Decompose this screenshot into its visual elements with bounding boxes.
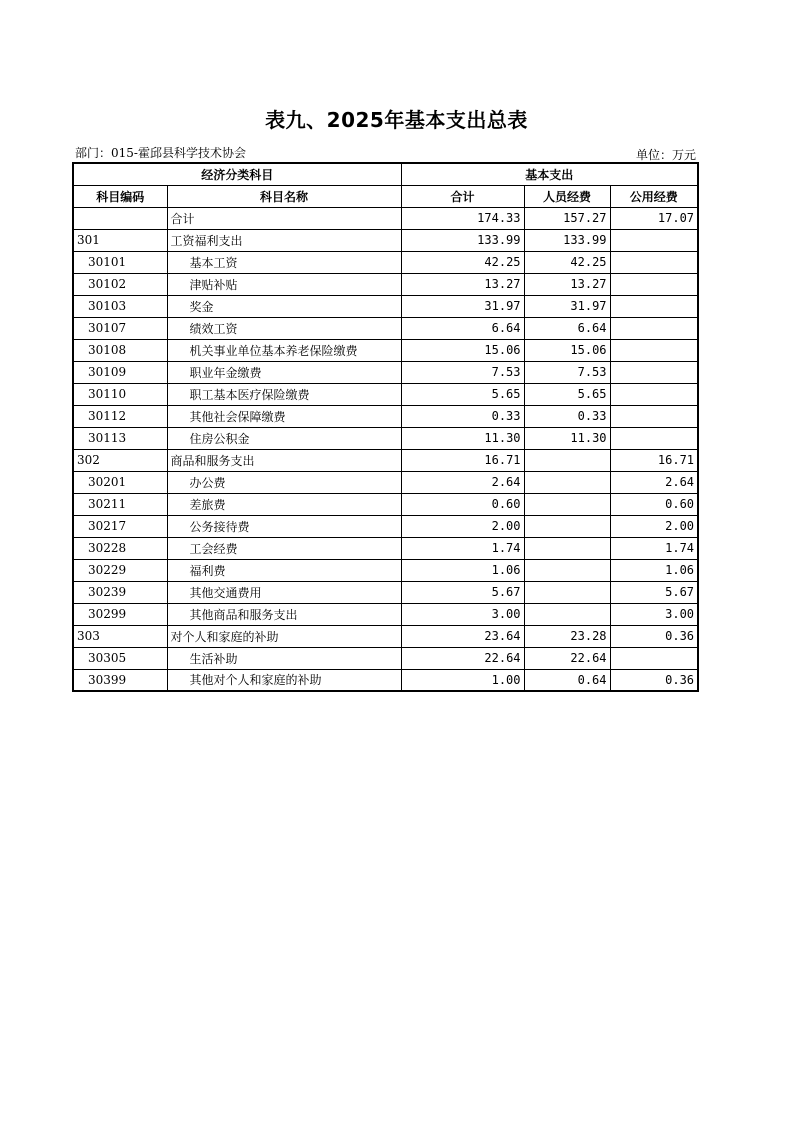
cell-code: 30110 [73, 383, 167, 405]
cell-personnel [524, 515, 610, 537]
cell-code: 303 [73, 625, 167, 647]
cell-total: 1.00 [401, 669, 524, 691]
cell-code: 30229 [73, 559, 167, 581]
cell-code: 30201 [73, 471, 167, 493]
header-code: 科目编码 [73, 185, 167, 207]
cell-total: 0.60 [401, 493, 524, 515]
department-label: 部门：015-霍邱县科学技术协会 [75, 146, 246, 160]
cell-code: 30399 [73, 669, 167, 691]
cell-personnel: 133.99 [524, 229, 610, 251]
cell-public: 17.07 [610, 207, 698, 229]
cell-total: 0.33 [401, 405, 524, 427]
cell-code: 30101 [73, 251, 167, 273]
table-row [73, 339, 698, 361]
cell-personnel: 42.25 [524, 251, 610, 273]
cell-name: 工资福利支出 [167, 229, 401, 251]
cell-personnel: 23.28 [524, 625, 610, 647]
cell-name: 公务接待费 [167, 515, 401, 537]
cell-public: 1.06 [610, 559, 698, 581]
cell-total: 16.71 [401, 449, 524, 471]
cell-name: 津贴补贴 [167, 273, 401, 295]
expenditure-table [72, 162, 699, 692]
cell-personnel: 0.64 [524, 669, 610, 691]
cell-name: 差旅费 [167, 493, 401, 515]
cell-code: 30228 [73, 537, 167, 559]
cell-public: 2.64 [610, 471, 698, 493]
cell-name: 其他对个人和家庭的补助 [167, 669, 401, 691]
cell-personnel [524, 559, 610, 581]
cell-total: 11.30 [401, 427, 524, 449]
cell-total: 2.64 [401, 471, 524, 493]
cell-personnel: 15.06 [524, 339, 610, 361]
cell-public: 2.00 [610, 515, 698, 537]
table-row [73, 581, 698, 603]
cell-public: 1.74 [610, 537, 698, 559]
cell-name: 其他社会保障缴费 [167, 405, 401, 427]
table-row [73, 427, 698, 449]
header-group-economic-classification: 经济分类科目 [73, 163, 401, 185]
cell-public: 0.36 [610, 669, 698, 691]
cell-public [610, 251, 698, 273]
header-total: 合计 [401, 185, 524, 207]
cell-personnel: 0.33 [524, 405, 610, 427]
cell-personnel: 5.65 [524, 383, 610, 405]
table-row [73, 471, 698, 493]
table-row [73, 361, 698, 383]
cell-public: 5.67 [610, 581, 698, 603]
cell-public [610, 317, 698, 339]
header-personnel: 人员经费 [524, 185, 610, 207]
cell-total: 1.06 [401, 559, 524, 581]
cell-code: 30103 [73, 295, 167, 317]
cell-public [610, 229, 698, 251]
table-row [73, 515, 698, 537]
cell-code: 30112 [73, 405, 167, 427]
cell-code [73, 207, 167, 229]
table-row [73, 559, 698, 581]
cell-personnel [524, 449, 610, 471]
table-row [73, 295, 698, 317]
cell-code: 30211 [73, 493, 167, 515]
cell-name: 绩效工资 [167, 317, 401, 339]
cell-total: 22.64 [401, 647, 524, 669]
cell-name: 机关事业单位基本养老保险缴费 [167, 339, 401, 361]
cell-name: 办公费 [167, 471, 401, 493]
cell-code: 30217 [73, 515, 167, 537]
cell-total: 42.25 [401, 251, 524, 273]
cell-code: 30107 [73, 317, 167, 339]
cell-personnel [524, 603, 610, 625]
cell-personnel: 11.30 [524, 427, 610, 449]
cell-name: 福利费 [167, 559, 401, 581]
table-row [73, 317, 698, 339]
header-group-basic-expenditure: 基本支出 [401, 163, 698, 185]
cell-name: 奖金 [167, 295, 401, 317]
cell-personnel: 13.27 [524, 273, 610, 295]
table-row [73, 449, 698, 471]
table-row [73, 229, 698, 251]
unit-label: 单位：万元 [635, 148, 696, 162]
cell-name: 其他交通费用 [167, 581, 401, 603]
cell-personnel: 22.64 [524, 647, 610, 669]
cell-code: 30109 [73, 361, 167, 383]
cell-personnel [524, 471, 610, 493]
cell-name: 住房公积金 [167, 427, 401, 449]
cell-total: 13.27 [401, 273, 524, 295]
cell-personnel: 157.27 [524, 207, 610, 229]
cell-total: 133.99 [401, 229, 524, 251]
table-row [73, 383, 698, 405]
table-row [73, 493, 698, 515]
cell-public [610, 647, 698, 669]
table-row [73, 273, 698, 295]
cell-personnel: 6.64 [524, 317, 610, 339]
cell-name: 工会经费 [167, 537, 401, 559]
cell-name: 其他商品和服务支出 [167, 603, 401, 625]
table-row [73, 603, 698, 625]
table-body [73, 207, 698, 691]
cell-code: 302 [73, 449, 167, 471]
cell-code: 301 [73, 229, 167, 251]
cell-public [610, 339, 698, 361]
table-row [73, 405, 698, 427]
cell-name: 职工基本医疗保险缴费 [167, 383, 401, 405]
cell-personnel [524, 581, 610, 603]
cell-name: 合计 [167, 207, 401, 229]
cell-personnel [524, 493, 610, 515]
cell-name: 基本工资 [167, 251, 401, 273]
table-row [73, 207, 698, 229]
cell-public [610, 405, 698, 427]
cell-total: 1.74 [401, 537, 524, 559]
table-row [73, 669, 698, 691]
table-row [73, 625, 698, 647]
cell-total: 174.33 [401, 207, 524, 229]
page-title: 表九、2025年基本支出总表 [265, 108, 528, 132]
cell-total: 5.67 [401, 581, 524, 603]
cell-public [610, 383, 698, 405]
cell-total: 31.97 [401, 295, 524, 317]
cell-name: 对个人和家庭的补助 [167, 625, 401, 647]
cell-total: 2.00 [401, 515, 524, 537]
cell-code: 30108 [73, 339, 167, 361]
cell-code: 30102 [73, 273, 167, 295]
cell-name: 职业年金缴费 [167, 361, 401, 383]
cell-total: 5.65 [401, 383, 524, 405]
cell-personnel: 7.53 [524, 361, 610, 383]
cell-personnel: 31.97 [524, 295, 610, 317]
cell-public [610, 295, 698, 317]
cell-name: 商品和服务支出 [167, 449, 401, 471]
header-public: 公用经费 [610, 185, 698, 207]
table-row [73, 251, 698, 273]
cell-public: 0.60 [610, 493, 698, 515]
cell-public [610, 273, 698, 295]
cell-code: 30299 [73, 603, 167, 625]
cell-code: 30113 [73, 427, 167, 449]
cell-code: 30305 [73, 647, 167, 669]
table-row [73, 537, 698, 559]
cell-name: 生活补助 [167, 647, 401, 669]
cell-total: 7.53 [401, 361, 524, 383]
cell-total: 3.00 [401, 603, 524, 625]
cell-public: 3.00 [610, 603, 698, 625]
cell-public [610, 361, 698, 383]
cell-total: 23.64 [401, 625, 524, 647]
cell-public: 16.71 [610, 449, 698, 471]
cell-public [610, 427, 698, 449]
cell-total: 15.06 [401, 339, 524, 361]
header-name: 科目名称 [167, 185, 401, 207]
cell-code: 30239 [73, 581, 167, 603]
table-row [73, 647, 698, 669]
cell-public: 0.36 [610, 625, 698, 647]
cell-personnel [524, 537, 610, 559]
cell-total: 6.64 [401, 317, 524, 339]
